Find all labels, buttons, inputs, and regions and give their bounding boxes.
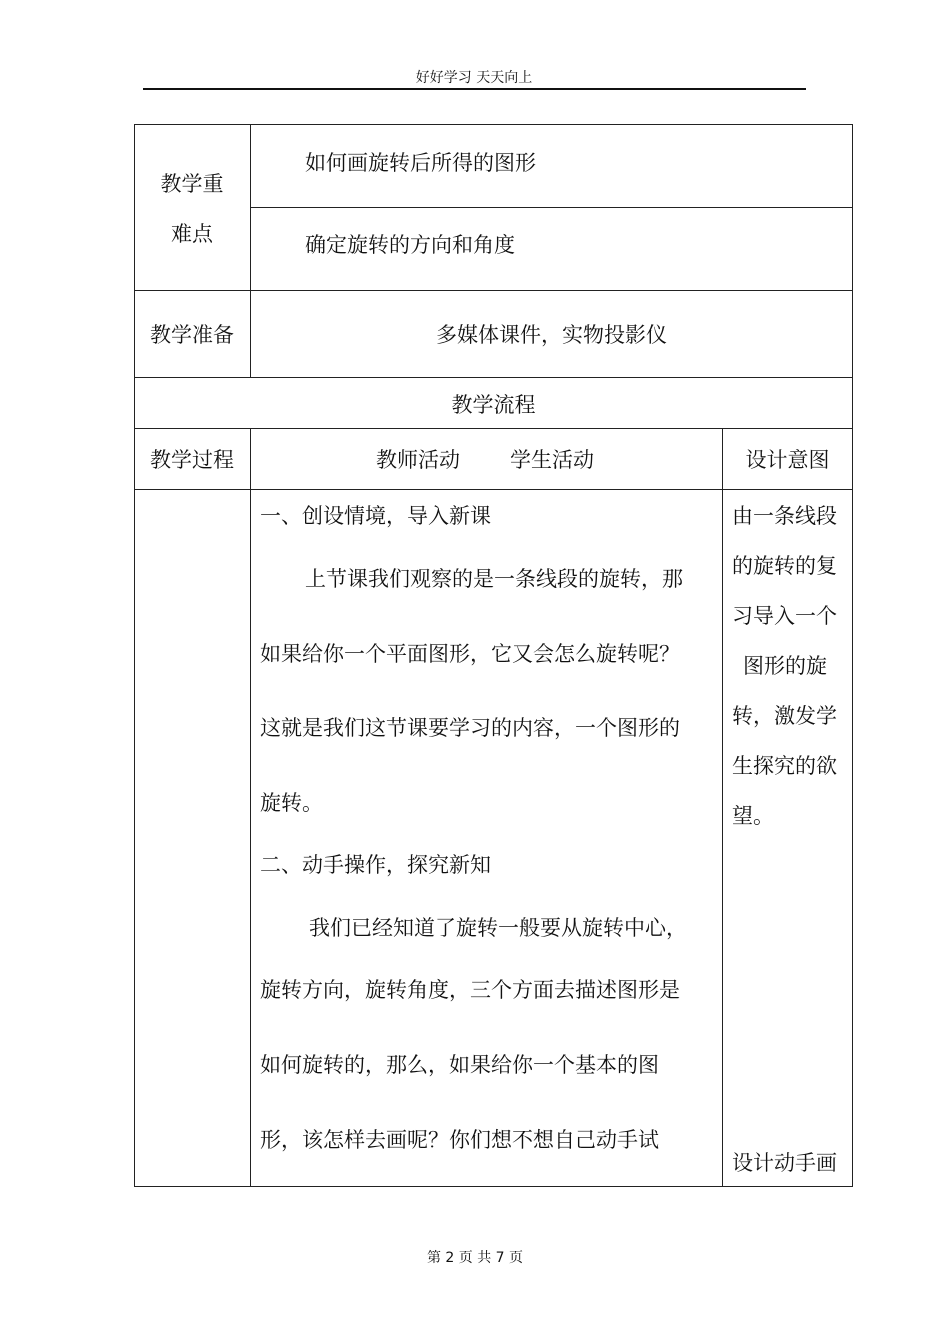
lesson-table (134, 124, 853, 1187)
flow-title: 教学流程 (451, 393, 536, 417)
page-number: 第 2 页 共 7 页 (426, 1250, 524, 1266)
column-header-teacher: 教师活动 (376, 448, 460, 472)
key-points-label (134, 170, 250, 248)
table-border-left (134, 124, 135, 1187)
design-line: 设计动手画 (732, 1151, 837, 1175)
design-line: 转，激发学 (732, 704, 837, 728)
design-line: 的旋转的复 (732, 554, 837, 578)
body-line: 这就是我们这节课要学习的内容，一个图形的 (260, 716, 680, 740)
design-column-divider (722, 428, 723, 1187)
page-header (143, 68, 805, 88)
body-line: 旋转方向，旋转角度，三个方面去描述图形是 (260, 978, 680, 1002)
body-line: 上节课我们观察的是一条线段的旋转，那 (305, 567, 683, 591)
body-line: 一、创设情境，导入新课 (260, 504, 491, 528)
table-border-bottom (134, 1186, 853, 1187)
design-line: 生探究的欲 (732, 754, 837, 778)
body-line: 旋转。 (260, 791, 323, 815)
page-footer (0, 1249, 950, 1267)
body-line: 形，该怎样去画呢？你们想不想自己动手试 (260, 1128, 659, 1152)
key-points-label-line2: 难点 (171, 222, 213, 246)
key-point-item: 确定旋转的方向和角度 (305, 233, 515, 257)
key-points-label-line1: 教学重 (160, 172, 224, 196)
design-line: 图形的旋 (743, 654, 827, 678)
preparation-value: 多媒体课件，实物投影仪 (436, 323, 667, 347)
row-divider (134, 489, 853, 490)
header-rule (143, 88, 806, 90)
preparation-label: 教学准备 (150, 323, 234, 347)
body-line: 二、动手操作，探究新知 (260, 853, 491, 877)
body-line: 如果给你一个平面图形，它又会怎么旋转呢？ (260, 642, 680, 666)
header-text: 好好学习 天天向上 (415, 70, 533, 86)
key-point-item: 如何画旋转后所得的图形 (305, 151, 536, 175)
table-border-right (852, 124, 853, 1187)
column-header-design: 设计意图 (745, 448, 830, 472)
row-divider (134, 290, 853, 291)
column-header-student: 学生活动 (510, 448, 594, 472)
key-points-divider (250, 207, 853, 208)
row-divider (134, 428, 853, 429)
label-column-divider (250, 428, 251, 1187)
design-line: 习导入一个 (732, 604, 837, 628)
body-line: 我们已经知道了旋转一般要从旋转中心， (309, 916, 687, 940)
design-line: 望。 (732, 804, 774, 828)
row-divider (134, 377, 853, 378)
body-line: 如何旋转的，那么，如果给你一个基本的图 (260, 1053, 659, 1077)
column-header-process: 教学过程 (150, 448, 234, 472)
design-line: 由一条线段 (732, 504, 837, 528)
table-border-top (134, 124, 853, 125)
